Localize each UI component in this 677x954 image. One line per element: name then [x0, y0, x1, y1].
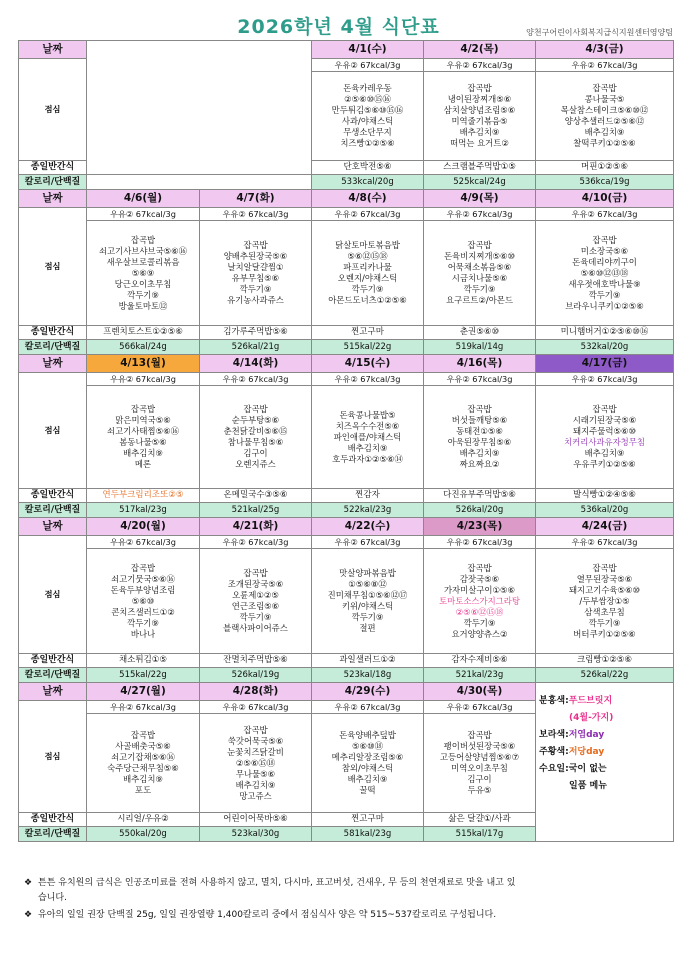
milk-cell: 우유② 67kcal/3g — [87, 208, 200, 221]
day-header: 4/7(화) — [200, 190, 312, 208]
day-header: 4/2(목) — [424, 41, 536, 59]
snack-cell: 단호박전⑤⑥ — [312, 161, 424, 175]
lunch-cell: 맛살양파볶음밥 ①⑤⑥⑧⑫ 진미채무침①⑤⑥⑫⑰ 키위/야채스틱 깍두기⑨ 절편 — [312, 549, 424, 654]
cal-cell: 536kal/20g — [536, 503, 674, 518]
date-label: 날짜 — [19, 683, 87, 701]
lunch-cell: 돈육카레우동 ②⑤⑥⑩⑮⑯ 만두튀김⑤⑥⑩⑮⑯ 사과/야채스틱 무생소단무지 치즈빵①②⑤⑥ — [312, 72, 424, 161]
milk-cell: 우유② 67kcal/3g — [312, 208, 424, 221]
milk-cell: 우유② 67kcal/3g — [87, 373, 200, 386]
lunch-cell: 잡곡밥 쇠고기뭇국⑤⑥⑯ 돈육두부양념조림 ⑤⑥⑩ 콘치즈샐러드①② 깍두기⑨ 바나나 — [87, 549, 200, 654]
snack-label: 종일반간식 — [19, 654, 87, 668]
week5-header-row — [19, 683, 674, 701]
day-header: 4/27(월) — [87, 683, 200, 701]
cal-cell: 523kal/30g — [200, 827, 312, 842]
week3-cal-row — [19, 503, 674, 518]
snack-cell: 프렌치토스트①②⑤⑥ — [87, 326, 200, 340]
cal-cell: 526kal/20g — [424, 503, 536, 518]
day-header: 4/17(금) — [536, 355, 674, 373]
milk-cell: 우유② 67kcal/3g — [424, 208, 536, 221]
diamond-bullet-icon: ❖ — [24, 878, 33, 888]
cal-cell: 515kal/17g — [424, 827, 536, 842]
week2-lunch-row — [19, 221, 674, 326]
diamond-bullet-icon: ❖ — [24, 910, 33, 920]
cal-cell: 515kal/22g — [312, 340, 424, 355]
week2-header-row — [19, 190, 674, 208]
cal-cell: 521kal/25g — [200, 503, 312, 518]
legend-value: 저당day — [568, 747, 605, 757]
cal-cell: 515kal/22g — [87, 668, 200, 683]
lunch-cell: 잡곡밥 열무된장국⑤⑥ 돼지고기수육⑤⑥⑩ /두부쌈장①⑤ 삼색초무침 깍두기⑨ 버터쿠키①②⑤⑥ — [536, 549, 674, 654]
legend-value: 국이 없는 — [568, 764, 607, 774]
legend-key: 수요일: — [539, 764, 569, 774]
legend-key: 분홍색: — [539, 696, 569, 706]
milk-cell: 우유② 67kcal/3g — [312, 536, 424, 549]
cal-cell: 533kcal/20g — [312, 175, 424, 190]
week4-lunch-row — [19, 549, 674, 654]
cal-cell: 566kal/24g — [87, 340, 200, 355]
cal-label: 칼로리/단백질 — [19, 175, 87, 190]
milk-cell: 우유② 67kcal/3g — [424, 536, 536, 549]
snack-label: 종일반간식 — [19, 813, 87, 827]
milk-cell: 우유② 67kcal/3g — [312, 59, 424, 72]
day-header: 4/9(목) — [424, 190, 536, 208]
cal-label: 칼로리/단백질 — [19, 668, 87, 683]
milk-cell: 우유② 67kcal/3g — [200, 208, 312, 221]
lunch-cell: 잡곡밥 맑은미역국⑤⑥ 쇠고기사태찜⑤⑥⑯ 봄동나물⑤⑥ 배추김치⑨ 메론 — [87, 386, 200, 489]
cal-label: 칼로리/단백질 — [19, 340, 87, 355]
cal-cell: 532kal/20g — [536, 340, 674, 355]
legend-value: 저염day — [568, 730, 605, 740]
cal-cell: 526kal/19g — [200, 668, 312, 683]
snack-cell: 발식빵①②④⑤⑥ — [536, 489, 674, 503]
milk-cell: 우유② 67kcal/3g — [87, 701, 200, 714]
lunch-cell: 닭살토마토볶음밥 ⑤⑥⑫⑮⑱ 파프리카나물 오렌지/야채스틱 깍두기⑨ 아몬드도너츠①②⑤⑥ — [312, 221, 424, 326]
day-header: 4/6(월) — [87, 190, 200, 208]
week1-header-row — [19, 41, 674, 59]
lunch-label: 점심 — [19, 59, 87, 161]
page-title: 2026학년 4월 식단표 — [237, 16, 440, 38]
cal-cell: 519kal/14g — [424, 340, 536, 355]
snack-cell: 춘권⑤⑥⑩ — [424, 326, 536, 340]
day-header: 4/15(수) — [312, 355, 424, 373]
week2-snack-row — [19, 326, 674, 340]
snack-cell: 머핀①②⑤⑥ — [536, 161, 674, 175]
date-label: 날짜 — [19, 355, 87, 373]
footer-note-1-cont: 습니다. — [38, 893, 67, 903]
legend-value: 일품 메뉴 — [569, 781, 607, 791]
week3-milk-row — [19, 373, 674, 386]
cal-cell: 550kal/20g — [87, 827, 200, 842]
lunch-cell: 잡곡밥 순두부탕⑤⑥ 춘천닭갈비⑤⑥⑮ 참나물무침⑤⑥ 김구이 오렌지쥬스 — [200, 386, 312, 489]
lunch-cell: 잡곡밥 조개된장국⑤⑥ 오륜제①②⑤ 연근조림⑤⑥ 깍두기⑨ 블랙사파이어쥬스 — [200, 549, 312, 654]
cal-cell: 581kal/23g — [312, 827, 424, 842]
date-label: 날짜 — [19, 41, 87, 59]
snack-cell: 과일샐러드①② — [312, 654, 424, 668]
lunch-cell: 잡곡밥 미소장국⑤⑥ 돈육데리야끼구이 ⑤⑥⑩⑫⑬⑱ 새우젓애호박나물⑨ 깍두기⑨ 브라우니쿠키①②⑤⑥ — [536, 221, 674, 326]
milk-cell: 우유② 67kcal/3g — [424, 373, 536, 386]
date-label: 날짜 — [19, 190, 87, 208]
snack-cell: 삶은 달걀①/사과 — [424, 813, 536, 827]
snack-label: 종일반간식 — [19, 489, 87, 503]
lunch-label: 점심 — [19, 536, 87, 654]
week4-cal-row — [19, 668, 674, 683]
cal-cell: 525kcal/24g — [424, 175, 536, 190]
legend-key: 보라색: — [539, 730, 569, 740]
day-header: 4/28(화) — [200, 683, 312, 701]
lunch-cell: 잡곡밥 버섯들깨탕⑤⑥ 동태전①⑤⑥ 아욱된장무침⑤⑥ 배추김치⑨ 짜요짜요② — [424, 386, 536, 489]
snack-cell: 김가루주먹밥⑤⑥ — [200, 326, 312, 340]
lunch-label: 점심 — [19, 701, 87, 813]
week1-cal-row — [19, 175, 674, 190]
milk-cell: 우유② 67kcal/3g — [312, 373, 424, 386]
milk-cell: 우유② 67kcal/3g — [536, 373, 674, 386]
lunch-cell: 잡곡밥 쇠고기사브샤브국⑤⑥⑯ 새우살브로콜리볶음 ⑤⑥⑨ 당근오이초무침 깍두기⑨ 방울토마토⑫ — [87, 221, 200, 326]
week4-milk-row — [19, 536, 674, 549]
day-header: 4/30(목) — [424, 683, 536, 701]
week4-header-row — [19, 518, 674, 536]
lunch-cell: 잡곡밥 콩나물국⑤ 목살참스테이크⑤⑥⑩⑫ 양상추샐러드②⑤⑥⑫ 배추김치⑨ 찰떡쿠키①②⑤⑥ — [536, 72, 674, 161]
day-header: 4/24(금) — [536, 518, 674, 536]
day-header: 4/20(월) — [87, 518, 200, 536]
week3-lunch-row — [19, 386, 674, 489]
day-header: 4/14(화) — [200, 355, 312, 373]
snack-cell: 감자수제비⑤⑥ — [424, 654, 536, 668]
lunch-cell: 돈육양배추덮밥 ⑤⑥⑩⑱ 메추리알장조림⑤⑥ 참외/야채스틱 배추김치⑨ 꿀떡 — [312, 714, 424, 813]
menu-table — [18, 40, 674, 842]
cal-cell: 517kal/23g — [87, 503, 200, 518]
milk-cell: 우유② 67kcal/3g — [424, 701, 536, 714]
day-header: 4/22(수) — [312, 518, 424, 536]
day-header: 4/29(수) — [312, 683, 424, 701]
footer-note-1: ❖ 튼튼 유치원의 급식은 인공조미료를 전혀 사용하지 않고, 멸치, 다시마, 표고버섯, 건새우, 무 등의 천연재료로 맛을 내고 있 — [24, 876, 664, 891]
snack-cell: 어린이어묵바⑤⑥ — [200, 813, 312, 827]
day-header: 4/16(목) — [424, 355, 536, 373]
date-label: 날짜 — [19, 518, 87, 536]
snack-cell: 찐감자 — [312, 489, 424, 503]
milk-cell: 우유② 67kcal/3g — [200, 536, 312, 549]
legend-value: (4월-가지) — [569, 713, 614, 723]
lunch-cell: 잡곡밥 양배추된장국⑤⑥ 날치알달걀찜① 유부무침⑤⑥ 깍두기⑨ 유기농사과쥬스 — [200, 221, 312, 326]
cal-cell: 521kal/23g — [424, 668, 536, 683]
legend-value: 푸드브릿지 — [568, 696, 613, 706]
cal-cell: 536kca/19g — [536, 175, 674, 190]
legend-cell — [536, 683, 674, 842]
lunch-cell: 잡곡밥 감잣국⑤⑥ 가자미살구이①⑤⑥ 토마토소스가지그라탕 ②⑤⑥⑫⑮⑱ 깍두기⑨ 요거양양츄스② — [424, 549, 536, 654]
milk-cell: 우유② 67kcal/3g — [424, 59, 536, 72]
lunch-cell: 잡곡밥 쑥갓어묵국⑤⑥ 눈꽃치즈닭갈비 ②⑤⑥⑮⑱ 무나물⑤⑥ 배추김치⑨ 망고쥬스 — [200, 714, 312, 813]
snack-cell: 찐고구마 — [312, 813, 424, 827]
milk-cell: 우유② 67kcal/3g — [536, 208, 674, 221]
week3-header-row — [19, 355, 674, 373]
snack-label: 종일반간식 — [19, 161, 87, 175]
cal-label: 칼로리/단백질 — [19, 503, 87, 518]
lunch-cell: 잡곡밥 냉이된장찌개⑤⑥ 삼치살양념조림⑤⑥ 미역줄기볶음⑤ 배추김치⑨ 떠먹는 요거트② — [424, 72, 536, 161]
organization-name: 양천구어린이사회복지급식지원센터영양팀 — [526, 28, 673, 37]
snack-cell: 다진유부주먹밥⑤⑥ — [424, 489, 536, 503]
day-header: 4/8(수) — [312, 190, 424, 208]
snack-cell: 잔멸치주먹밥⑤⑥ — [200, 654, 312, 668]
day-header: 4/13(월) — [87, 355, 200, 373]
lunch-cell: 잡곡밥 시래기된장국⑤⑥ 돼지주물럭⑤⑥⑩ 치커리사과유자청무침 배추김치⑨ 우유쿠키①②⑤⑥ — [536, 386, 674, 489]
lunch-cell: 돈육콩나물밥⑤ 치즈옥수수전⑤⑥ 파인애플/야채스틱 배추김치⑨ 호두과자①②⑤⑥⑭ — [312, 386, 424, 489]
snack-cell: 스크램블주먹밥①⑤ — [424, 161, 536, 175]
snack-label: 종일반간식 — [19, 326, 87, 340]
week2-cal-row — [19, 340, 674, 355]
empty-cell — [87, 175, 312, 190]
day-header: 4/10(금) — [536, 190, 674, 208]
cal-cell: 523kal/18g — [312, 668, 424, 683]
snack-cell: 찐고구마 — [312, 326, 424, 340]
lunch-label: 점심 — [19, 208, 87, 326]
cal-label: 칼로리/단백질 — [19, 827, 87, 842]
day-header: 4/3(금) — [536, 41, 674, 59]
week3-snack-row — [19, 489, 674, 503]
legend-key: 주황색: — [539, 747, 569, 757]
lunch-cell: 잡곡밥 사골배춧국⑤⑥ 쇠고기잡채⑤⑥⑯ 숙주당근채무침⑤⑥ 배추김치⑨ 포도 — [87, 714, 200, 813]
snack-cell: 채소튀김①⑤ — [87, 654, 200, 668]
cal-cell: 526kal/21g — [200, 340, 312, 355]
lunch-cell: 잡곡밥 팽이버섯된장국⑤⑥ 고등어살양념찜⑤⑥⑦ 미역오이초무침 김구이 두유⑤ — [424, 714, 536, 813]
lunch-label: 점심 — [19, 373, 87, 489]
week2-milk-row — [19, 208, 674, 221]
day-header: 4/1(수) — [312, 41, 424, 59]
day-header: 4/21(화) — [200, 518, 312, 536]
cal-cell: 526kal/22g — [536, 668, 674, 683]
snack-cell: 온메밀국수③⑤⑥ — [200, 489, 312, 503]
cal-cell: 522kal/23g — [312, 503, 424, 518]
milk-cell: 우유② 67kcal/3g — [312, 701, 424, 714]
snack-cell: 크림빵①②⑤⑥ — [536, 654, 674, 668]
day-header: 4/23(목) — [424, 518, 536, 536]
snack-cell: 미니햄버거①②⑤⑥⑩⑯ — [536, 326, 674, 340]
lunch-cell: 잡곡밥 돈육비지찌개⑤⑥⑩ 어묵채소볶음⑤⑥ 시금치나물⑤⑥ 깍두기⑨ 요구르트②/아몬드 — [424, 221, 536, 326]
milk-cell: 우유② 67kcal/3g — [200, 373, 312, 386]
milk-cell: 우유② 67kcal/3g — [200, 701, 312, 714]
snack-cell: 연두부크림리조또②⑤ — [87, 489, 200, 503]
week4-snack-row — [19, 654, 674, 668]
footer-note-2: ❖ 유아의 일일 권장 단백질 25g, 일일 권장열량 1,400칼로리 중에서 점심식사 양은 약 515~537칼로리로 구성됩니다. — [24, 908, 664, 923]
snack-cell: 시리얼/우유② — [87, 813, 200, 827]
milk-cell: 우유② 67kcal/3g — [87, 536, 200, 549]
empty-cell — [87, 41, 312, 175]
milk-cell: 우유② 67kcal/3g — [536, 59, 674, 72]
milk-cell: 우유② 67kcal/3g — [536, 536, 674, 549]
